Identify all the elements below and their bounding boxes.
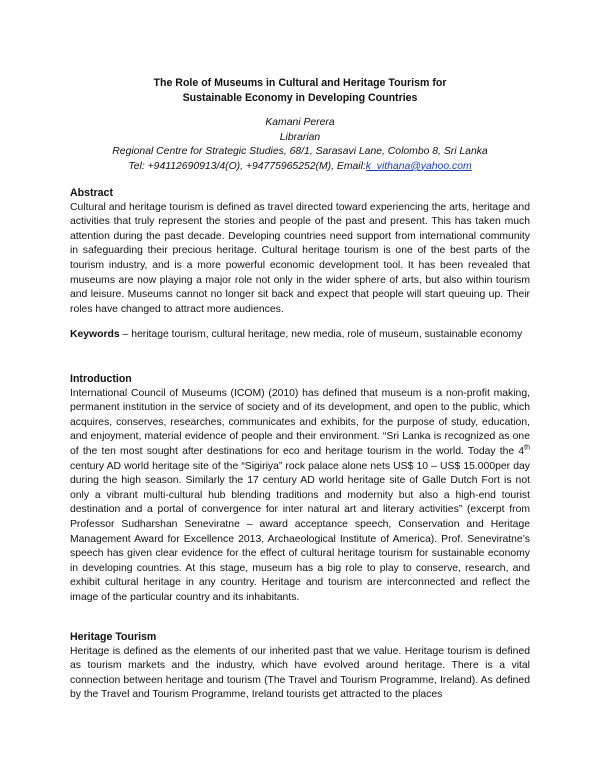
abstract-text: Cultural and heritage tourism is defined as travel directed toward experiencing the arts, heritage and activities that truly represent the stories and people of the past and present. This has taken much attention during the past decade. Developing countries need support from international community in safeguarding their precious heritage. Cultural heritage tourism is one of the best parts of the tourism industry, and is a more powerful economic development tool. It has been revealed that museums are now playing a major role not only in the wider sphere of arts, but also within tourism and leisure. Museums cannot no longer sit back and expect that people will start queuing up. Their roles have changed to attract more audiences. — [70, 201, 530, 315]
title-line-1: The Role of Museums in Cultural and Heritage Tourism for — [153, 77, 447, 89]
email-link[interactable]: k_vithana@yahoo.com — [365, 160, 472, 172]
author-affiliation: Regional Centre for Strategic Studies, 68/1, Sarasavi Lane, Colombo 8, Sri Lanka — [112, 146, 488, 158]
author-block — [70, 116, 530, 174]
abstract-heading: Abstract — [70, 187, 113, 199]
keywords-paragraph — [70, 328, 530, 343]
author-contact — [70, 160, 530, 175]
ordinal-superscript: th — [524, 444, 530, 452]
introduction-heading: Introduction — [70, 373, 132, 385]
introduction-section — [70, 372, 530, 606]
paper-title — [70, 76, 530, 106]
keywords-text: – heritage tourism, cultural heritage, new media, role of museum, sustainable economy — [119, 329, 523, 340]
contact-text: Tel: +94112690913/4(O), +94775965252(M), Email: — [128, 160, 366, 172]
author-name: Kamani Perera — [265, 117, 335, 128]
heritage-tourism-heading: Heritage Tourism — [70, 631, 157, 643]
heritage-tourism-section — [70, 630, 530, 703]
keywords-section — [70, 328, 530, 343]
keywords-label: Keywords — [70, 329, 120, 340]
introduction-text-part-2: century AD world heritage site of the “Sigiriya” rock palace alone nets US$ 10 – US$ 15.000per day during the high season. Similarly the 17 century AD world heritage site of Galle Dutch Fort is not only a vibrant multi-cultural hub blending traditions and modernity but also a high-end tourist destination and a portal of convergence for inter natural art and literary activities” (excerpt from Professor Sudharshan Seneviratne – award acceptance speech, Conservation and Heritage Management Award for Excellence 2013, Archaeological Institute of America). Prof. Seneviratne’s speech has given clear evidence for the effect of cultural heritage tourism for sustainable economy in developing countries. At this stage, museum has a big role to play to conserve, research, and exhibit cultural heritage in any country. Heritage and tourism are interconnected and reflect the image of the particular country and its inhabitants. — [70, 460, 530, 603]
author-role: Librarian — [279, 131, 321, 143]
heritage-tourism-text: Heritage is defined as the elements of our inherited past that we value. Heritage tourism is defined as tourism markets and the industry, which have evolved around heritage. There is a vital connection between heritage and tourism (The Travel and Tourism Programme, Ireland). As defined by the Travel and Tourism Programme, Ireland tourists get attracted to the places — [70, 645, 530, 701]
title-line-2: Sustainable Economy in Developing Countries — [182, 92, 418, 104]
abstract-section — [70, 186, 530, 317]
introduction-text — [70, 387, 530, 606]
introduction-text-part-1: International Council of Museums (ICOM) (2010) has defined that museum is a non-profit making, permanent institution in the service of society and of its development, and open to the public, which acquires, conserves, researches, communicates and exhibits, for the purpose of study, education, and enjoyment, material evidence of people and their environment. “Sri Lanka is recognized as one of the ten most sought after destinations for eco and heritage tourism in the world. Today the 4 — [70, 387, 530, 457]
